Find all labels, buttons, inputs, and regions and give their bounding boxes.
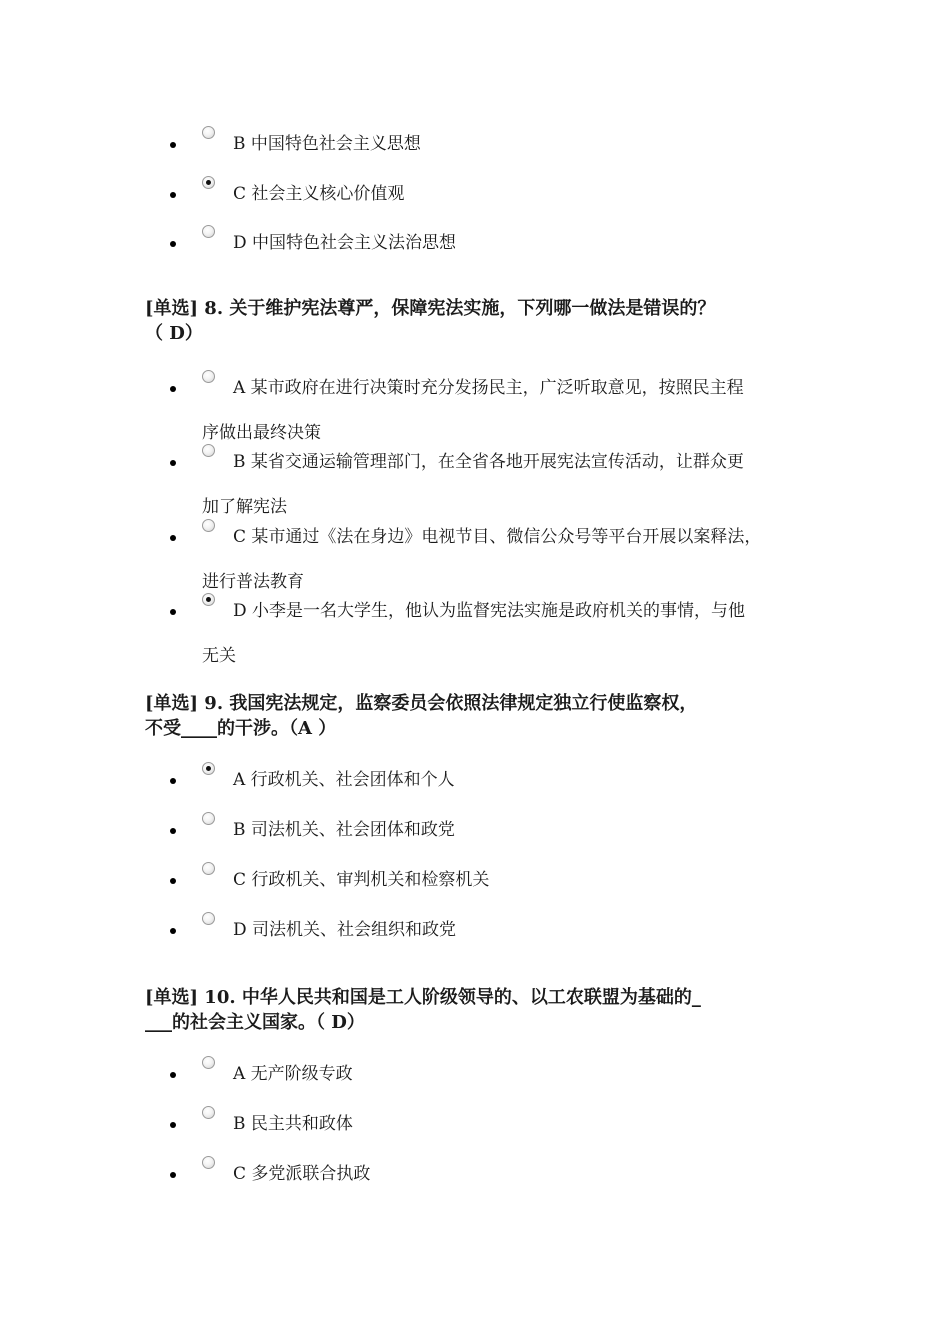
question-8: [145, 296, 825, 346]
bullet-icon: [170, 241, 176, 247]
question-text-continued: ___的社会主义国家。（ D）: [145, 1012, 365, 1033]
option-label-continued: 无关: [202, 646, 236, 666]
radio-button[interactable]: [202, 912, 215, 925]
radio-button-checked[interactable]: [202, 176, 215, 189]
radio-button-checked[interactable]: [202, 762, 215, 775]
option-label: C 多党派联合执政: [233, 1164, 371, 1184]
bullet-icon: [170, 828, 176, 834]
option-label: D 中国特色社会主义法治思想: [233, 233, 457, 253]
option-label: C 行政机关、审判机关和检察机关: [233, 870, 490, 890]
bullet-icon: [170, 192, 176, 198]
radio-button[interactable]: [202, 812, 215, 825]
bullet-icon: [170, 928, 176, 934]
bullet-icon: [170, 1172, 176, 1178]
option-label: B 司法机关、社会团体和政党: [233, 820, 455, 840]
radio-button[interactable]: [202, 444, 215, 457]
option-label: C 社会主义核心价值观: [233, 184, 405, 204]
bullet-icon: [170, 878, 176, 884]
option-label: A 某市政府在进行决策时充分发扬民主，广泛听取意见，按照民主程: [233, 378, 744, 398]
radio-button-checked[interactable]: [202, 593, 215, 606]
question-text: [单选] 9. 我国宪法规定，监察委员会依照法律规定独立行使监察权，: [145, 693, 698, 714]
radio-button[interactable]: [202, 370, 215, 383]
bullet-icon: [170, 386, 176, 392]
radio-button[interactable]: [202, 862, 215, 875]
bullet-icon: [170, 460, 176, 466]
radio-button[interactable]: [202, 1056, 215, 1069]
option-label: A 无产阶级专政: [233, 1064, 353, 1084]
bullet-icon: [170, 1122, 176, 1128]
option-label: B 某省交通运输管理部门，在全省各地开展宪法宣传活动，让群众更: [233, 452, 744, 472]
option-label-continued: 进行普法教育: [202, 572, 304, 592]
bullet-icon: [170, 609, 176, 615]
bullet-icon: [170, 535, 176, 541]
question-text-continued: 不受____的干涉。（A ）: [145, 718, 337, 739]
option-label: C 某市通过《法在身边》电视节目、微信公众号等平台开展以案释法，: [233, 527, 762, 547]
question-answer: （ D）: [145, 323, 203, 344]
option-label-continued: 序做出最终决策: [202, 423, 321, 443]
radio-button[interactable]: [202, 1106, 215, 1119]
question-text: [单选] 10. 中华人民共和国是工人阶级领导的、以工农联盟为基础的_: [145, 987, 701, 1008]
bullet-icon: [170, 142, 176, 148]
option-label: D 小李是一名大学生，他认为监督宪法实施是政府机关的事情，与他: [233, 601, 746, 621]
radio-button[interactable]: [202, 1156, 215, 1169]
option-label: D 司法机关、社会组织和政党: [233, 920, 457, 940]
option-label: B 中国特色社会主义思想: [233, 134, 421, 154]
bullet-icon: [170, 1072, 176, 1078]
question-text: [单选] 8. 关于维护宪法尊严，保障宪法实施，下列哪一做法是错误的？: [145, 298, 716, 319]
bullet-icon: [170, 778, 176, 784]
radio-button[interactable]: [202, 225, 215, 238]
radio-button[interactable]: [202, 519, 215, 532]
option-label: B 民主共和政体: [233, 1114, 353, 1134]
question-9: [145, 691, 825, 741]
radio-button[interactable]: [202, 126, 215, 139]
option-label-continued: 加了解宪法: [202, 497, 287, 517]
question-10: [145, 985, 825, 1035]
option-label: A 行政机关、社会团体和个人: [233, 770, 455, 790]
